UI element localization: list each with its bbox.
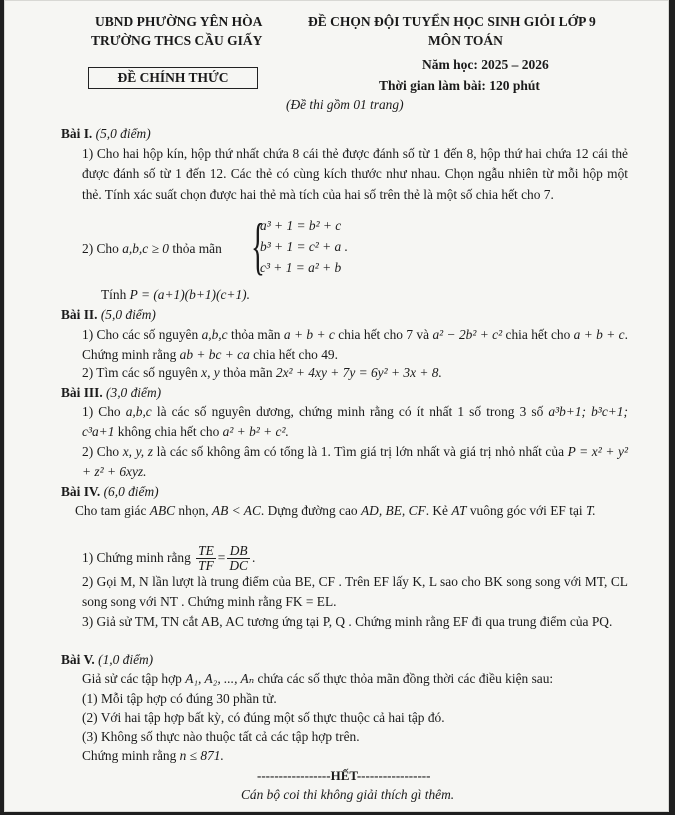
fraction-db-dc [227, 544, 250, 573]
bai1-title: Bài I. [61, 126, 93, 141]
calc-expr: P = (a+1)(b+1)(c+1). [129, 287, 250, 302]
bai3-q2-vars: x, y, z [122, 444, 153, 459]
school-name: TRƯỜNG THCS CẦU GIẤY [91, 33, 263, 48]
bai2-q1-b: thỏa mãn [230, 327, 281, 342]
bai2-title: Bài II. [61, 307, 98, 322]
official-stamp: ĐỀ CHÍNH THỨC [88, 67, 258, 89]
bai1-points: (5,0 điểm) [95, 126, 151, 141]
bai3-q1-expr: a² + b² + c². [222, 424, 289, 440]
system-brace: { [251, 210, 265, 281]
bai4-intro-d: . Kẻ [425, 503, 448, 518]
bai2-q2-vars: x, y [201, 365, 220, 380]
system-eq3: c³ + 1 = a² + b [260, 260, 342, 275]
bai4-intro-alt: AD, BE, CF [360, 503, 426, 518]
system-eq1: a³ + 1 = b² + c [260, 218, 342, 233]
bai3-q2-expr: P = x² + y² + z² + 6xyz. [82, 444, 628, 480]
exam-page [4, 0, 669, 812]
bai4-intro-e: vuông góc với [469, 503, 547, 518]
bai5-title: Bài V. [61, 652, 95, 667]
bai5-c1: (1) Mỗi tập hợp có đúng 30 phần tử. [82, 691, 277, 706]
end-marker: -----------------HẾT----------------- [257, 768, 431, 783]
bai4-intro-c: . Dựng đường cao [260, 503, 358, 518]
bai4-q3: 3) Giả sử TM, TN cắt AB, AC tương ứng tại P, Q . Chứng minh rằng EF đi qua trung điểm của PQ. [82, 614, 613, 629]
bai2-q1-e: . Chứng minh rằng [82, 327, 628, 363]
school-year: Năm học: 2025 – 2026 [422, 57, 549, 72]
bai2-heading [61, 305, 156, 325]
bai5-intro [82, 669, 553, 689]
bai5-prove [82, 746, 224, 766]
bai3-q1-vars: a,b,c [125, 404, 152, 419]
exam-title: ĐỀ CHỌN ĐỘI TUYỂN HỌC SINH GIỎI LỚP 9 [308, 14, 596, 29]
subject-title: MÔN TOÁN [428, 33, 503, 48]
bai4-intro-ef: EF [550, 503, 566, 518]
bai2-q2 [82, 363, 442, 383]
frac1-den: TF [198, 558, 214, 574]
bai4-q2: 2) Gọi M, N lần lượt là trung điểm của BE, CF . Trên EF lấy K, L sao cho BK song song với MT, CL song song với NT . Chứng minh rằng FK = EL. [82, 574, 628, 610]
bai4-intro-a: Cho tam giác [75, 503, 147, 518]
bai3-q2 [82, 442, 628, 483]
bai4-intro-t: T. [585, 503, 596, 518]
fraction-te-tf [196, 544, 216, 573]
bai2-q1-vars: a,b,c [201, 327, 228, 342]
bai2-q1-expr: a² − 2b² + c² [432, 327, 503, 342]
frac2-num: DB [227, 544, 250, 559]
bai2-q1-c: chia hết cho 7 và [338, 327, 430, 342]
bai5-intro-a: Giả sử các tập hợp [82, 671, 182, 686]
bai2-q2-a: 2) Tìm các số nguyên [82, 365, 198, 380]
bai4-intro-ineq: AB < AC [211, 503, 261, 518]
bai2-q2-b: thỏa mãn [223, 365, 273, 380]
bai4-intro-f: tại [569, 503, 583, 518]
bai4-intro [61, 501, 628, 521]
bai4-points: (6,0 điểm) [103, 484, 159, 499]
bai2-q1 [82, 325, 628, 366]
bai1-heading [61, 124, 151, 144]
bai5-c3: (3) Không số thực nào thuộc tất cả các tập hợp trên. [82, 729, 360, 744]
pages-note: (Đề thi gồm 01 trang) [286, 97, 404, 112]
bai5-prove-b: n ≤ 871. [179, 748, 224, 763]
bai5-intro-b: chứa các số thực thỏa mãn đồng thời các điều kiện sau: [257, 671, 554, 686]
bai5-heading [61, 650, 153, 670]
bai3-heading [61, 383, 161, 403]
bai3-points: (3,0 điểm) [106, 385, 162, 400]
bai4-intro-b: nhọn, [178, 503, 209, 518]
bai1-q2-mid: thỏa mãn [172, 241, 222, 256]
bai5-intro-sets: A₁, A₂, ..., Aₙ [185, 671, 255, 686]
bai4-title: Bài IV. [61, 484, 101, 499]
bai3-q2-a: 2) Cho [82, 444, 120, 459]
calc-label: Tính [101, 287, 127, 302]
bai3-q1-c: không chia hết cho [117, 424, 220, 440]
bai2-points: (5,0 điểm) [100, 307, 156, 322]
bai2-q1-a: 1) Cho các số nguyên [82, 327, 199, 342]
bai2-q2-eq: 2x² + 4xy + 7y = 6y² + 3x + 8. [275, 365, 442, 380]
bai1-q2-line [82, 239, 222, 259]
bai1-q2-calc [101, 285, 250, 305]
bai1-q2-cond: a,b,c ≥ 0 [122, 241, 169, 256]
system-eq2: b³ + 1 = c² + a . [260, 239, 348, 254]
bai3-q2-b: là các số không âm có tổng là 1. Tìm giá trị lớn nhất và giá trị nhỏ nhất của [156, 444, 565, 459]
frac2-den: DC [229, 558, 248, 574]
bai4-intro-at: AT [451, 503, 467, 518]
bai1-q1: 1) Cho hai hộp kín, hộp thứ nhất chứa 8 cái thẻ được đánh số từ 1 đến 8, hộp thứ hai chứa 12 cái thẻ được đánh số từ 1 đến 12. Các thẻ có cùng kích thước như nhau. Chọn ngẫu nhiên từ mỗi hộp một thẻ. Tính xác suất chọn được hai thẻ mà tích của hai số trên thẻ là một số chia hết cho 7. [82, 146, 628, 202]
bai2-q1-sum: a + b + c [283, 327, 335, 342]
authority-name: UBND PHƯỜNG YÊN HÒA [95, 14, 263, 29]
bai2-q1-f: chia hết cho 49. [253, 347, 338, 363]
bai4-intro-abc: ABC [149, 503, 176, 518]
bai2-q1-expr2: ab + bc + ca [179, 347, 250, 363]
bai3-q1-a: 1) Cho [82, 404, 121, 419]
proctor-note: Cán bộ coi thi không giải thích gì thêm. [241, 787, 455, 802]
exam-duration: Thời gian làm bài: 120 phút [379, 78, 540, 93]
bai3-q1-list: a³b+1; b³c+1; c³a+1 [82, 404, 628, 440]
bai3-title: Bài III. [61, 385, 103, 400]
bai4-q1: 1) Chứng minh rằng $\frac{TE}{TF}$ = $\frac{DB}{DC}$ . [82, 543, 256, 574]
bai3-q1-b: là các số nguyên dương, chứng minh rằng có ít nhất 1 số trong 3 số [156, 404, 544, 419]
bai2-q1-sum2: a + b + c [573, 327, 625, 342]
bai4-heading [61, 482, 159, 502]
bai5-prove-a: Chứng minh rằng [82, 748, 177, 763]
frac1-num: TE [198, 543, 214, 559]
bai3-q1 [82, 402, 628, 443]
bai5-c2: (2) Với hai tập hợp bất kỳ, có đúng một số thực thuộc cả hai tập đó. [82, 710, 445, 725]
bai5-points: (1,0 điểm) [98, 652, 154, 667]
bai4-q1-text: 1) Chứng minh rằng [82, 550, 191, 565]
bai2-q1-d: chia hết cho [505, 327, 571, 342]
bai1-q2-prefix: 2) Cho [82, 241, 119, 256]
